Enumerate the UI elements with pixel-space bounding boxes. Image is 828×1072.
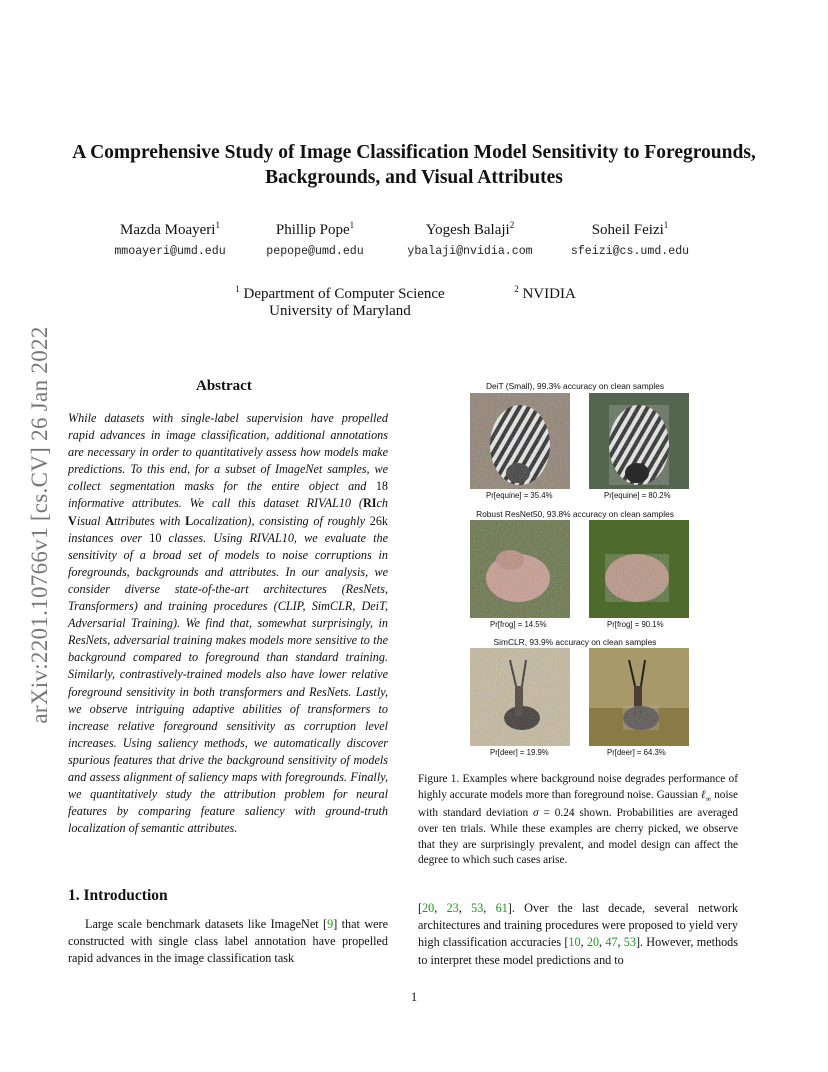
zebra-noisy-background-image [470,393,570,489]
frog-noisy-background-image [470,520,570,618]
citation-link[interactable]: 9 [327,917,334,931]
deer-noisy-foreground-image [589,648,689,746]
author-email: sfeizi@cs.umd.edu [570,245,690,258]
figure-row-2-right-label: Pr[frog] = 90.1% [607,620,664,629]
section-heading-introduction: 1. Introduction [68,887,168,904]
citation-link[interactable]: 47 [605,935,618,950]
arxiv-sidebar: arXiv:2201.10766v1 [cs.CV] 26 Jan 2022 [27,326,52,724]
abstract-heading: Abstract [196,378,252,394]
figure-row-1-right-label: Pr[equine] = 80.2% [604,491,671,500]
figure-row-2-left-label: Pr[frog] = 14.5% [490,620,547,629]
abstract-text: While datasets with single-label supervision have propelled rapid advances in image classification, additional annotations are necessary in order to quantitatively assess how models make predictions. To this end, for a subset of ImageNet samples, we collect segmentation masks for the entire object and 18 informative attributes. We call this dataset RIVAL10 (RIch Visual Attributes with Localization), consisting of roughly 26k instances over 10 classes. Using RIVAL10, we evaluate the sensitivity of a broad set of models to noise corruptions in foregrounds, backgrounds and attributes. In our analysis, we consider diverse state-of-the-art architectures (ResNets, Transformers) and training procedures (CLIP, SimCLR, DeiT, Adversarial Training). We find that, somewhat surprisingly, in ResNets, adversarial training makes models more sensitive to the background compared to foreground than standard training. Similarly, contrastively-trained models also have lower relative foreground sensitivity in both transformers and ResNets. Lastly, we observe intriguing adaptive abilities of transformers to increase relative foreground sensitivity as corruption level increases. Using saliency methods, we automatically discover spurious features that drive the background sensitivity of models and assess alignment of saliency maps with foregrounds. Finally, we quantitatively study the attribution problem for neural features by comparing feature saliency with ground-truth localization of semantic attributes. [68,411,389,836]
affiliation-nvidia: $^2$ NVIDIA [514,284,576,302]
figure-row-1-title: DeiT (Small), 99.3% accuracy on clean samples [485,381,665,391]
paper-title: A Comprehensive Study of Image Classification Model Sensitivity to Foregrounds, Backgrounds, and Visual Attributes [72,142,756,188]
page-number: 1 [410,990,418,1004]
citation-link[interactable]: 53 [471,901,484,915]
author-3: Yogesh Balaji$^2$ ybalaji@nvidia.com [390,220,550,258]
figure-row-2-title: Robust ResNet50, 93.8% accuracy on clean samples [476,509,674,519]
affiliation-umd: $^1$ Department of Computer Science University of Maryland [235,284,445,319]
author-email: mmoayeri@umd.edu [114,245,226,258]
author-1: Mazda Moayeri$^1$ mmoayeri@umd.edu [100,220,240,258]
citation-link[interactable]: 20 [422,901,435,915]
figure-row-3-right-label: Pr[deer] = 64.3% [607,748,666,757]
zebra-noisy-foreground-image [589,393,689,489]
citation-link[interactable]: 53 [623,935,636,950]
frog-noisy-foreground-image [589,520,689,618]
author-4: Soheil Feizi$^1$ sfeizi@cs.umd.edu [560,220,700,258]
figure-row-1-left-label: Pr[equine] = 35.4% [486,491,553,500]
introduction-text-col1: Large scale benchmark datasets like ImageNet [9] that were constructed with single class label annotation have propelled rapid advances in the image classification task [68,917,389,966]
citation-link[interactable]: 10 [568,935,581,950]
deer-noisy-background-image [470,648,570,746]
author-email: ybalaji@nvidia.com [407,245,533,258]
figure-row-3-title: SimCLR, 93.9% accuracy on clean samples [493,637,657,647]
author-2: Phillip Pope$^1$ pepope@umd.edu [245,220,385,258]
citation-link[interactable]: 61 [495,901,508,915]
introduction-text-col2: [20, 23, 53, 61]. Over the last decade, several network architectures and training procedures were proposed to yield very high classification accuracies [10, 20, 47, 53]. However, methods to interpret these model predictions and to [418,901,739,967]
citation-link[interactable]: 20 [586,935,600,950]
author-email: pepope@umd.edu [266,245,364,258]
citation-link[interactable]: 23 [446,901,459,915]
figure-1-caption: Figure 1. Examples where background noise degrades performance of highly accurate models more than foreground noise. Gaussian ℓ$_\infty$ noise with standard deviation σ = 0.24 shown. Probabilities are averaged over ten trials. While these examples are cherry picked, we observe that they are surprisingly prevalent, and model design can affect the degree to which such cases arise. [418,773,738,867]
figure-row-3-left-label: Pr[deer] = 19.9% [490,748,549,757]
